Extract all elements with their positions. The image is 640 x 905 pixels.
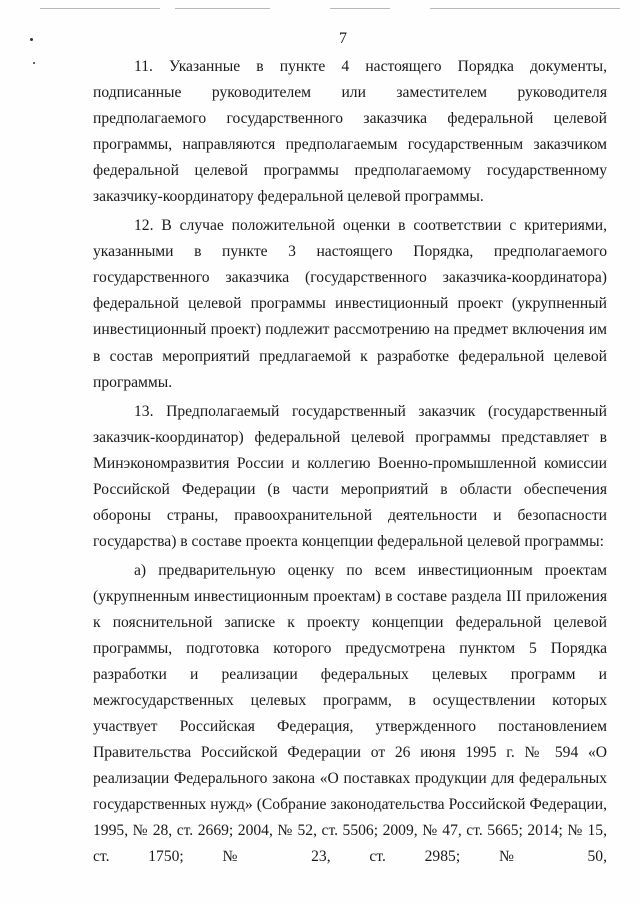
scan-speck [33, 62, 35, 64]
document-body [93, 54, 607, 870]
paragraph-13a: а) предварительную оценку по всем инвестиционным проектам (укрупненным инвестиционным проектам) в составе раздела III приложения к пояснительной записке к проекту концепции федеральной целевой программы, подготовка которого предусмотрена пунктом 5 Порядка разработки и реализации федеральных целевых программ и межгосударственных целевых программ, в осуществлении которых участвует Российская Федерация, утвержденного постановлением Правительства Российской Федерации от 26 июня 1995 г. № 594 «О реализации Федерального закона «О поставках продукции для федеральных государственных нужд» (Собрание законодательства Российской Федерации, 1995, № 28, ст. 2669; 2004, № 52, ст. 5506; 2009, № 47, ст. 5665; 2014; № 15, ст. 1750; № 23, ст. 2985; № 50, [93, 561, 607, 866]
paragraph-11: 11. Указанные в пункте 4 настоящего Порядка документы, подписанные руководителем или заместителем руководителя предполагаемого государственного заказчика федеральной целевой программы, направляются предполагаемым государственным заказчиком федеральной целевой программы предполагаемому государственному заказчику-координатору федеральной целевой программы. [93, 58, 607, 206]
page-number: 7 [339, 30, 347, 47]
paragraph-12: 12. В случае положительной оценки в соответствии с критериями, указанными в пункте 3 настоящего Порядка, предполагаемого государственного заказчика (государственного заказчика-координатора) федеральной целевой программы инвестиционный проект (укрупненный инвестиционный проект) подлежит рассмотрению на предмет включения им в состав мероприятий предлагаемой к разработке федеральной целевой программы. [93, 217, 607, 391]
paragraph-13: 13. Предполагаемый государственный заказчик (государственный заказчик-координатор) федеральной целевой программы представляет в Минэкономразвития России и коллегию Военно-промышленной комиссии Российской Федерации (в части мероприятий в области обеспечения обороны страны, правоохранительной деятельности и безопасности государства) в составе проекта концепции федеральной целевой программы: [93, 402, 607, 550]
scan-artifact-line [175, 8, 270, 9]
scan-artifact-line [40, 8, 160, 9]
scan-artifact-line [330, 8, 390, 9]
scan-artifact-line [430, 8, 620, 9]
